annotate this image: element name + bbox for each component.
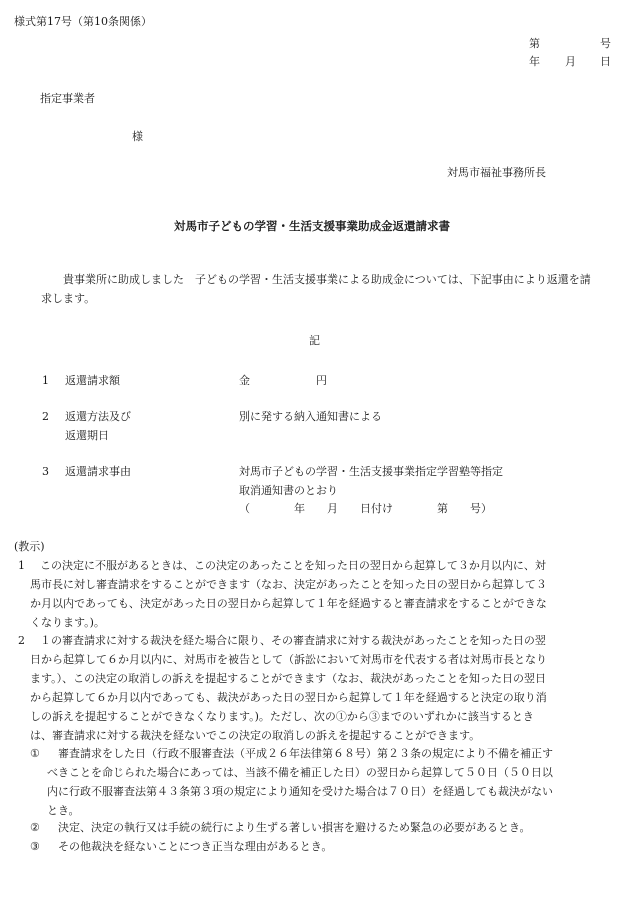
- item-value: 金 円: [239, 374, 327, 387]
- item-value: 別に発する納入通知書による: [239, 410, 382, 423]
- item-number: 1: [42, 374, 49, 387]
- intro-line: 求します。: [41, 292, 96, 305]
- notice-number: 1: [18, 559, 25, 572]
- notice-paragraph-1: [30, 556, 608, 632]
- notice-sub-item-1: [47, 744, 612, 820]
- item-value: 取消通知書のとおり: [239, 484, 338, 497]
- item-label: 返還方法及び: [65, 410, 131, 423]
- notice-sub-item-3: その他裁決を経ないことにつき正当な理由があるとき。: [58, 840, 333, 853]
- notice-line: とき。: [47, 804, 80, 817]
- intro-paragraph: [41, 270, 591, 308]
- honorific: 様: [132, 130, 143, 143]
- sub-item-number: ①: [30, 747, 40, 760]
- notice-paragraph-2: [30, 631, 608, 745]
- notice-line: 日から起算して６か月以内に、対馬市を被告として（訴訟において対馬市を代表する者は対馬市長となり: [30, 653, 547, 666]
- item-value: 対馬市子どもの学習・生活支援事業指定学習塾等指定: [239, 465, 503, 478]
- notice-line: 馬市長に対し審査請求をすることができます（なお、決定があったことを知った日の翌日から起算して３: [30, 578, 547, 591]
- date-year: 年: [529, 55, 540, 68]
- item-number: 2: [42, 410, 49, 423]
- notice-line: ます。）、この決定の取消しの訴えを提起することができます（なお、裁決があったことを知った日の翌日: [30, 672, 547, 685]
- sub-item-number: ③: [30, 840, 40, 853]
- sub-item-number: ②: [30, 821, 40, 834]
- item-label: 返還期日: [65, 429, 109, 442]
- document-title: 対馬市子どもの学習・生活支援事業助成金返還請求書: [174, 219, 450, 233]
- notice-line: か月以内であっても、決定があった日の翌日から起算して１年を経過すると審査請求をすることができな: [30, 597, 547, 610]
- notice-line: べきことを命じられた場合にあっては、当該不備を補正した日）の翌日から起算して５０日（５０日以: [47, 766, 553, 779]
- notice-line: しの訴えを提起することができなくなります。)。ただし、次の①から③までのいずれかに該当するとき: [30, 710, 534, 723]
- notice-line: から起算して６か月以内であっても、裁決があった日の翌日から起算して１年を経過すると決定の取り消: [30, 691, 547, 704]
- notice-line: １の審査請求に対する裁決を経た場合に限り、その審査請求に対する裁決があったことを知った日の翌: [40, 634, 546, 647]
- date-day: 日: [600, 55, 611, 68]
- notice-line: 内に行政不服審査法第４３条第３項の規定により通知を受けた場合は７０日）を経過しても裁決がない: [47, 785, 553, 798]
- notice-number: 2: [18, 634, 25, 647]
- doc-number-prefix: 第: [529, 37, 540, 50]
- intro-line: 貴事業所に助成しました 子どもの学習・生活支援事業による助成金については、下記事由により返還を請: [63, 273, 591, 286]
- date-month: 月: [565, 55, 576, 68]
- item-number: 3: [42, 465, 49, 478]
- form-number-label: 様式第17号（第10条関係）: [14, 15, 152, 28]
- recipient-label: 指定事業者: [40, 92, 95, 105]
- notice-line: くなります。)。: [30, 616, 105, 629]
- notice-sub-item-2: 決定、決定の執行又は手続の続行により生ずる著しい損害を避けるため緊急の必要があるとき。: [58, 821, 531, 834]
- doc-number-suffix: 号: [600, 37, 611, 50]
- item-label: 返還請求事由: [65, 465, 131, 478]
- ki-label: 記: [309, 334, 320, 347]
- item-value: （ 年 月 日付け 第 号）: [239, 502, 492, 515]
- item-label: 返還請求額: [65, 374, 120, 387]
- issuer-name: 対馬市福祉事務所長: [447, 166, 546, 179]
- notice-line: 審査請求をした日（行政不服審査法（平成２６年法律第６８号）第２３条の規定により不備を補正す: [58, 747, 553, 760]
- notice-line: この決定に不服があるときは、この決定のあったことを知った日の翌日から起算して３か月以内に、対: [40, 559, 546, 572]
- notice-line: は、審査請求に対する裁決を経ないでこの決定の取消しの訴えを提起することができます。: [30, 729, 481, 742]
- notice-heading: (教示): [14, 540, 45, 553]
